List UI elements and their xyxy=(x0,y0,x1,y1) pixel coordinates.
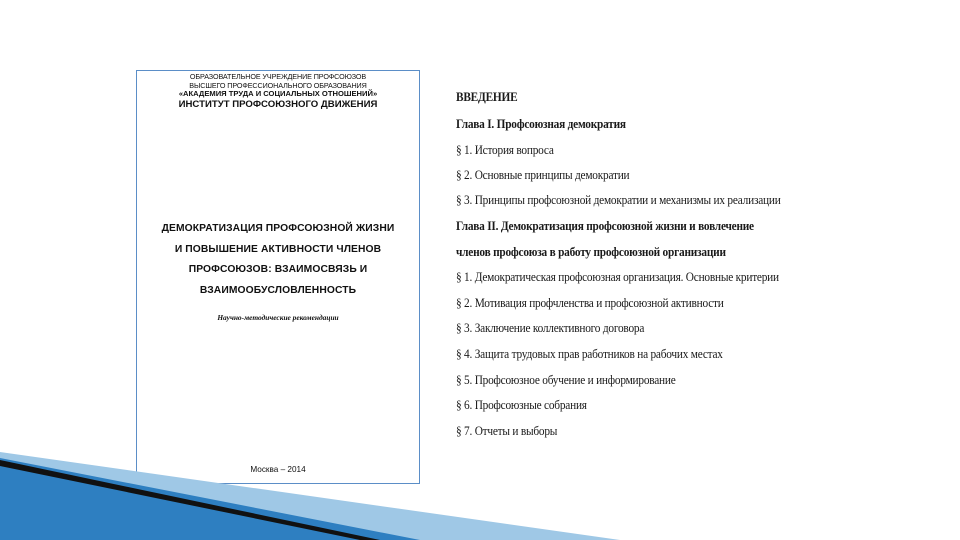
cover-subtitle: Научно-методические рекомендации xyxy=(217,313,339,322)
decorative-wedge xyxy=(0,440,960,540)
toc-section: § 2. Мотивация профчленства и профсоюзной активности xyxy=(456,296,724,310)
toc-section: § 1. История вопроса xyxy=(456,143,554,157)
cover-header xyxy=(137,73,419,111)
toc-section: § 7. Отчеты и выборы xyxy=(456,424,558,438)
cover-header-line: ВЫСШЕГО ПРОФЕССИОНАЛЬНОГО ОБРАЗОВАНИЯ xyxy=(189,80,367,90)
toc-section: § 3. Заключение коллективного договора xyxy=(456,321,645,335)
toc-section: § 3. Принципы профсоюзной демократии и механизмы их реализации xyxy=(456,193,781,207)
toc-section: § 1. Демократическая профсоюзная организация. Основные критерии xyxy=(456,270,779,284)
toc-chapter: Глава II. Демократизация профсоюзной жизни и вовлечение xyxy=(456,219,754,233)
cover-header-line: ОБРАЗОВАТЕЛЬНОЕ УЧРЕЖДЕНИЕ ПРОФСОЮЗОВ xyxy=(189,72,367,81)
brochure-cover xyxy=(136,70,420,484)
toc-chapter: членов профсоюза в работу профсоюзной организации xyxy=(456,245,726,259)
toc-section: § 2. Основные принципы демократии xyxy=(456,168,630,182)
toc-section: § 4. Защита трудовых прав работников на рабочих местах xyxy=(456,347,723,361)
cover-footer: Москва – 2014 xyxy=(250,465,306,474)
cover-title-line: ПРОФСОЮЗОВ: ВЗАИМОСВЯЗЬ И xyxy=(188,264,368,275)
cover-title-line: И ПОВЫШЕНИЕ АКТИВНОСТИ ЧЛЕНОВ xyxy=(174,243,382,255)
toc-section: § 6. Профсоюзные собрания xyxy=(456,398,587,412)
cover-institute: ИНСТИТУТ ПРОФСОЮЗНОГО ДВИЖЕНИЯ xyxy=(178,98,378,110)
toc-section: § 5. Профсоюзное обучение и информирование xyxy=(456,373,676,387)
cover-title-line: ДЕМОКРАТИЗАЦИЯ ПРОФСОЮЗНОЙ ЖИЗНИ xyxy=(161,223,395,234)
cover-title-line: ВЗАИМООБУСЛОВЛЕННОСТЬ xyxy=(199,284,357,296)
toc-introduction: ВВЕДЕНИЕ xyxy=(456,90,518,104)
toc-chapter: Глава I. Профсоюзная демократия xyxy=(456,117,626,131)
cover-title xyxy=(143,219,413,301)
cover-header-line: «АКАДЕМИЯ ТРУДА И СОЦИАЛЬНЫХ ОТНОШЕНИЙ» xyxy=(178,89,378,99)
